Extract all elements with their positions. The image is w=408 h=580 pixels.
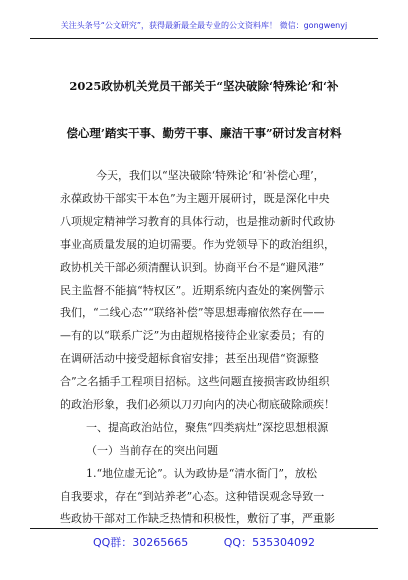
footer-divider (30, 528, 378, 529)
section-heading: 一、提高政治站位，聚焦“四类病灶”深挖思想根源 (86, 421, 329, 434)
document-title-line-1: 2025政协机关党员干部关于“坚决破除‘特殊论’和‘补 (69, 79, 339, 93)
body-line: 政协机关干部必须清醒认识到。协商平台不是“避风港” (60, 261, 325, 274)
document-title-line-2: 偿心理’踏实干事、勤劳干事、廉洁干事”研讨发言材料 (66, 126, 342, 140)
body-line: 事业高质量发展的迫切需要。作为党领导下的政治组织， (60, 238, 335, 251)
subsection-heading: （一）当前存在的突出问题 (86, 444, 218, 457)
body-line: 1.“地位虚无论”。认为政协是“清水衙门”，放松 (86, 467, 317, 480)
footer-qq-group: QQ群：30265665 (92, 536, 189, 549)
body-line: 民主监督不能搞“特权区”。近期系统内查处的案例警示 (60, 284, 325, 297)
footer-contacts (0, 534, 408, 550)
header-banner: 关注头条号“公文研究”，获得最新最全最专业的公文资料库！ 微信：gongwenyj (60, 21, 348, 30)
body-line: 永葆政协干部实干本色”为主题开展研讨，既是深化中央 (60, 192, 330, 205)
footer-qq: QQ：535304092 (223, 536, 316, 549)
header-divider (30, 38, 378, 39)
body-line: 八项规定精神学习教育的具体行动，也是推动新时代政协 (60, 215, 335, 228)
body-line: 合”之名插手工程项目招标。这些问题直接损害政协组织 (60, 375, 330, 388)
body-line: 在调研活动中接受超标食宿安排；甚至出现借“资源整 (60, 352, 319, 365)
body-line: —有的以“联系广泛”为由超规格接待企业家委员；有的 (60, 329, 325, 342)
body-line: 些政协干部对工作缺乏热情和积极性，敷衍了事，严重影 (60, 512, 335, 525)
body-line: 我们，“二线心态”“联络补偿”等思想毒瘤依然存在—— (60, 306, 325, 319)
body-line: 的政治形象，我们必须以刀刃向内的决心彻底破除顽疾！ (60, 398, 335, 411)
body-line: 今天，我们以“坚决破除‘特殊论’和‘补偿心理’， (96, 169, 325, 182)
body-line: 自我要求，存在“到站养老”心态。这种错误观念导致一 (60, 490, 325, 503)
